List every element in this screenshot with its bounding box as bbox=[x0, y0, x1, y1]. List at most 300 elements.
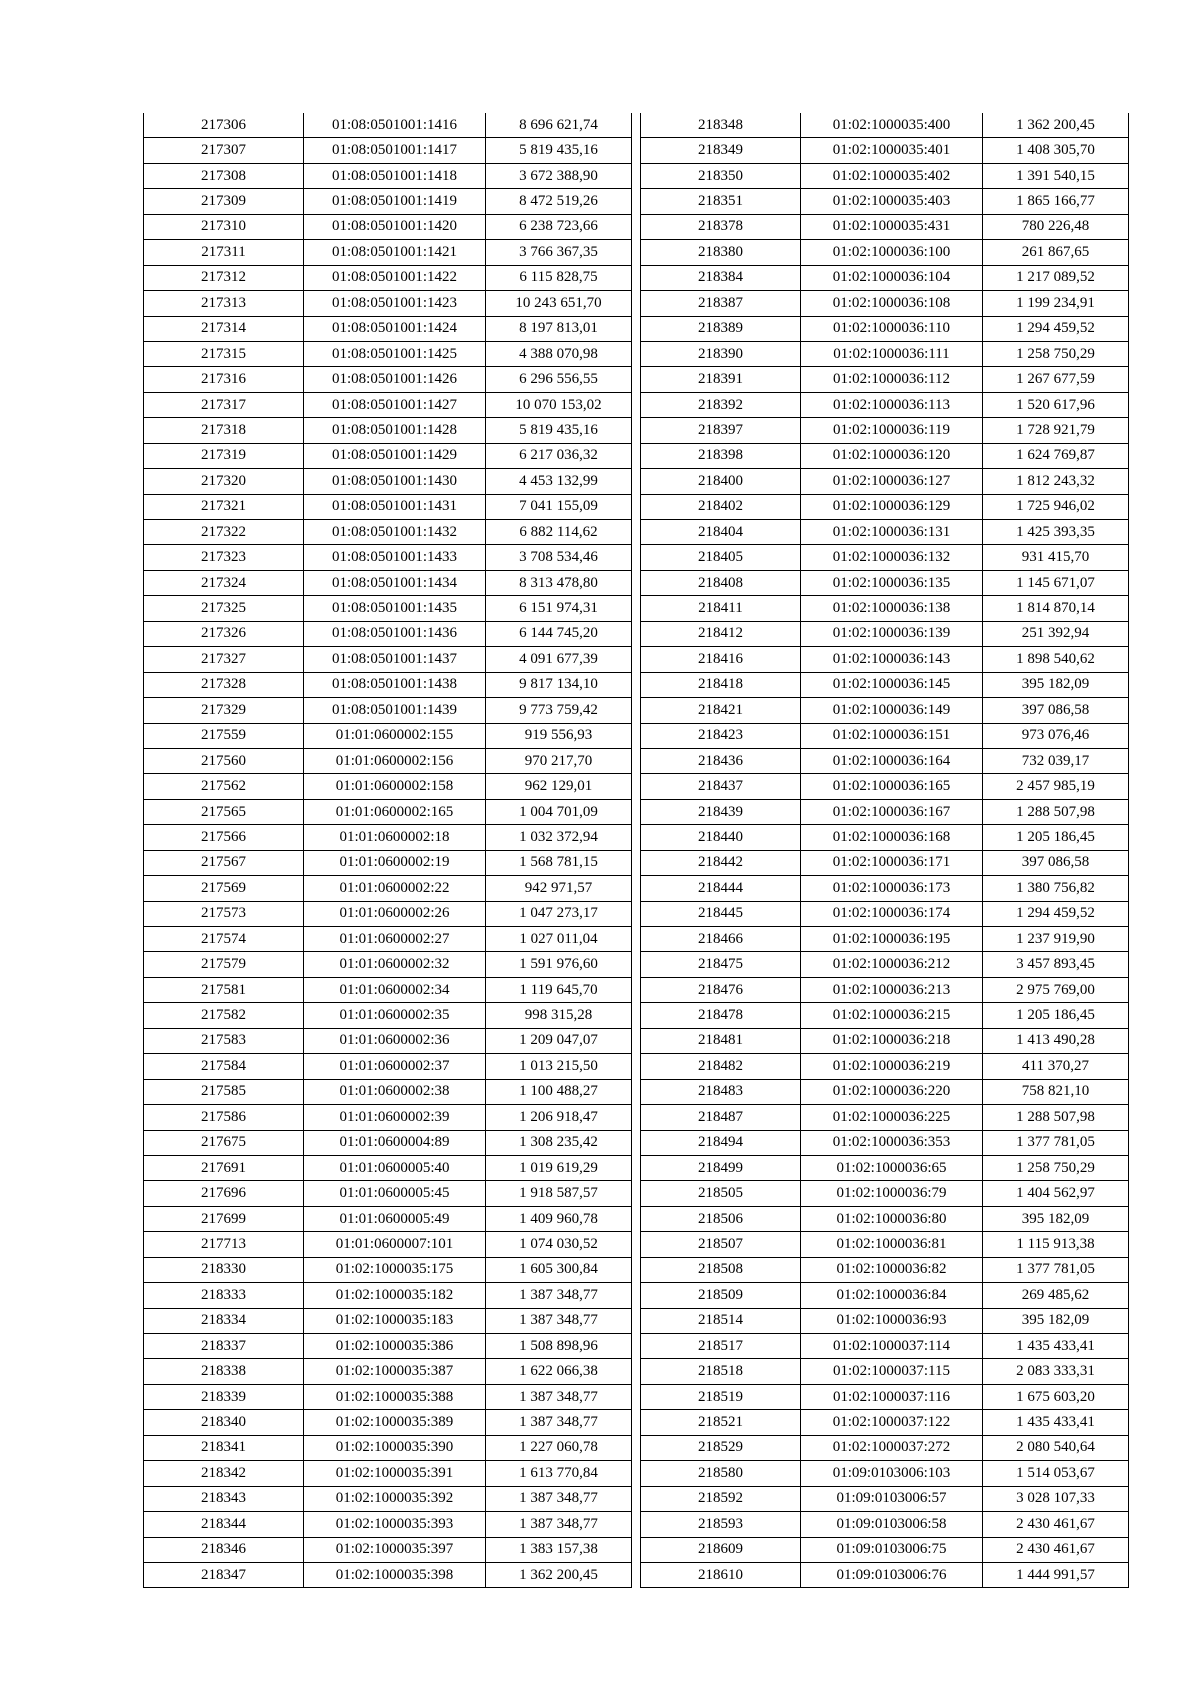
value-cell: 1 074 030,52 bbox=[486, 1232, 632, 1257]
cadastral-number-cell: 01:02:1000036:143 bbox=[801, 647, 983, 672]
row-number-cell: 218440 bbox=[641, 825, 801, 850]
row-number-cell: 218333 bbox=[144, 1283, 304, 1308]
value-cell: 1 145 671,07 bbox=[983, 570, 1129, 595]
cadastral-number-cell: 01:02:1000036:110 bbox=[801, 316, 983, 341]
cadastral-number-cell: 01:02:1000036:167 bbox=[801, 799, 983, 824]
table-row bbox=[641, 1028, 1129, 1053]
cadastral-number-cell: 01:08:0501001:1418 bbox=[304, 163, 486, 188]
cadastral-number-cell: 01:02:1000035:389 bbox=[304, 1410, 486, 1435]
value-cell: 1 425 393,35 bbox=[983, 520, 1129, 545]
cadastral-number-cell: 01:01:0600002:35 bbox=[304, 1003, 486, 1028]
cadastral-number-cell: 01:08:0501001:1416 bbox=[304, 113, 486, 138]
cadastral-number-cell: 01:02:1000035:431 bbox=[801, 214, 983, 239]
row-number-cell: 218390 bbox=[641, 341, 801, 366]
row-number-cell: 218350 bbox=[641, 163, 801, 188]
table-row bbox=[144, 1257, 632, 1282]
value-cell: 2 457 985,19 bbox=[983, 774, 1129, 799]
table-row bbox=[641, 1410, 1129, 1435]
cadastral-number-cell: 01:08:0501001:1423 bbox=[304, 291, 486, 316]
row-number-cell: 218508 bbox=[641, 1257, 801, 1282]
table-row bbox=[641, 952, 1129, 977]
cadastral-number-cell: 01:02:1000035:398 bbox=[304, 1562, 486, 1587]
row-number-cell: 217316 bbox=[144, 367, 304, 392]
cadastral-number-cell: 01:08:0501001:1420 bbox=[304, 214, 486, 239]
row-number-cell: 218347 bbox=[144, 1562, 304, 1587]
row-number-cell: 218411 bbox=[641, 596, 801, 621]
table-row bbox=[144, 1155, 632, 1180]
table-row bbox=[641, 545, 1129, 570]
value-cell: 251 392,94 bbox=[983, 621, 1129, 646]
cadastral-number-cell: 01:01:0600007:101 bbox=[304, 1232, 486, 1257]
row-number-cell: 217327 bbox=[144, 647, 304, 672]
table-row bbox=[144, 825, 632, 850]
cadastral-number-cell: 01:09:0103006:76 bbox=[801, 1562, 983, 1587]
value-cell: 9 773 759,42 bbox=[486, 698, 632, 723]
cadastral-number-cell: 01:02:1000036:108 bbox=[801, 291, 983, 316]
row-number-cell: 217318 bbox=[144, 418, 304, 443]
table-row bbox=[641, 469, 1129, 494]
cadastral-number-cell: 01:02:1000036:112 bbox=[801, 367, 983, 392]
value-cell: 1 387 348,77 bbox=[486, 1512, 632, 1537]
row-number-cell: 218521 bbox=[641, 1410, 801, 1435]
row-number-cell: 217310 bbox=[144, 214, 304, 239]
cadastral-number-cell: 01:02:1000035:182 bbox=[304, 1283, 486, 1308]
row-number-cell: 218380 bbox=[641, 240, 801, 265]
table-row bbox=[144, 1486, 632, 1511]
table-row bbox=[144, 1384, 632, 1409]
value-cell: 1 514 053,67 bbox=[983, 1461, 1129, 1486]
value-cell: 395 182,09 bbox=[983, 1308, 1129, 1333]
cadastral-number-cell: 01:02:1000036:82 bbox=[801, 1257, 983, 1282]
value-cell: 8 472 519,26 bbox=[486, 189, 632, 214]
value-cell: 1 047 273,17 bbox=[486, 901, 632, 926]
value-cell: 397 086,58 bbox=[983, 850, 1129, 875]
row-number-cell: 218384 bbox=[641, 265, 801, 290]
value-cell: 6 151 974,31 bbox=[486, 596, 632, 621]
table-row bbox=[144, 214, 632, 239]
table-row bbox=[641, 1054, 1129, 1079]
table-row bbox=[641, 443, 1129, 468]
cadastral-number-cell: 01:02:1000035:397 bbox=[304, 1537, 486, 1562]
table-row bbox=[144, 799, 632, 824]
cadastral-number-cell: 01:02:1000036:131 bbox=[801, 520, 983, 545]
row-number-cell: 218478 bbox=[641, 1003, 801, 1028]
value-cell: 919 556,93 bbox=[486, 723, 632, 748]
cadastral-number-cell: 01:08:0501001:1424 bbox=[304, 316, 486, 341]
cadastral-number-cell: 01:01:0600002:18 bbox=[304, 825, 486, 850]
value-cell: 1 508 898,96 bbox=[486, 1334, 632, 1359]
value-cell: 2 430 461,67 bbox=[983, 1512, 1129, 1537]
row-number-cell: 218466 bbox=[641, 927, 801, 952]
cadastral-number-cell: 01:08:0501001:1429 bbox=[304, 443, 486, 468]
row-number-cell: 218437 bbox=[641, 774, 801, 799]
cadastral-number-cell: 01:02:1000036:151 bbox=[801, 723, 983, 748]
table-row bbox=[144, 113, 632, 138]
row-number-cell: 218405 bbox=[641, 545, 801, 570]
value-cell: 1 205 186,45 bbox=[983, 825, 1129, 850]
row-number-cell: 218378 bbox=[641, 214, 801, 239]
table-row bbox=[144, 570, 632, 595]
row-number-cell: 218483 bbox=[641, 1079, 801, 1104]
row-number-cell: 218400 bbox=[641, 469, 801, 494]
table-row bbox=[641, 723, 1129, 748]
value-cell: 758 821,10 bbox=[983, 1079, 1129, 1104]
value-cell: 1 568 781,15 bbox=[486, 850, 632, 875]
cadastral-number-cell: 01:08:0501001:1434 bbox=[304, 570, 486, 595]
row-number-cell: 218487 bbox=[641, 1105, 801, 1130]
row-number-cell: 218517 bbox=[641, 1334, 801, 1359]
value-cell: 1 205 186,45 bbox=[983, 1003, 1129, 1028]
value-cell: 6 238 723,66 bbox=[486, 214, 632, 239]
table-row bbox=[144, 1028, 632, 1053]
cadastral-number-cell: 01:02:1000036:139 bbox=[801, 621, 983, 646]
cadastral-number-cell: 01:09:0103006:103 bbox=[801, 1461, 983, 1486]
cadastral-number-cell: 01:02:1000036:220 bbox=[801, 1079, 983, 1104]
value-cell: 1 019 619,29 bbox=[486, 1155, 632, 1180]
value-cell: 9 817 134,10 bbox=[486, 672, 632, 697]
table-row bbox=[641, 570, 1129, 595]
value-cell: 1 258 750,29 bbox=[983, 1155, 1129, 1180]
value-cell: 6 115 828,75 bbox=[486, 265, 632, 290]
row-number-cell: 217560 bbox=[144, 748, 304, 773]
table-row bbox=[641, 291, 1129, 316]
value-cell: 1 613 770,84 bbox=[486, 1461, 632, 1486]
cadastral-number-cell: 01:02:1000037:122 bbox=[801, 1410, 983, 1435]
table-row bbox=[641, 977, 1129, 1002]
value-cell: 3 672 388,90 bbox=[486, 163, 632, 188]
value-cell: 962 129,01 bbox=[486, 774, 632, 799]
value-cell: 1 258 750,29 bbox=[983, 341, 1129, 366]
cadastral-number-cell: 01:02:1000036:100 bbox=[801, 240, 983, 265]
cadastral-number-cell: 01:08:0501001:1433 bbox=[304, 545, 486, 570]
row-number-cell: 218334 bbox=[144, 1308, 304, 1333]
value-cell: 998 315,28 bbox=[486, 1003, 632, 1028]
value-cell: 1 622 066,38 bbox=[486, 1359, 632, 1384]
cadastral-number-cell: 01:08:0501001:1426 bbox=[304, 367, 486, 392]
table-row bbox=[144, 748, 632, 773]
cadastral-number-cell: 01:02:1000036:79 bbox=[801, 1181, 983, 1206]
row-number-cell: 218609 bbox=[641, 1537, 801, 1562]
table-row bbox=[641, 1435, 1129, 1460]
row-number-cell: 218592 bbox=[641, 1486, 801, 1511]
value-cell: 1 444 991,57 bbox=[983, 1562, 1129, 1587]
table-row bbox=[144, 850, 632, 875]
cadastral-number-cell: 01:02:1000035:401 bbox=[801, 138, 983, 163]
table-row bbox=[144, 774, 632, 799]
table-row bbox=[641, 392, 1129, 417]
table-row bbox=[144, 1308, 632, 1333]
value-cell: 1 380 756,82 bbox=[983, 876, 1129, 901]
cadastral-number-cell: 01:08:0501001:1437 bbox=[304, 647, 486, 672]
cadastral-number-cell: 01:02:1000036:80 bbox=[801, 1206, 983, 1231]
value-cell: 1 918 587,57 bbox=[486, 1181, 632, 1206]
row-number-cell: 218423 bbox=[641, 723, 801, 748]
row-number-cell: 218518 bbox=[641, 1359, 801, 1384]
table-row bbox=[144, 443, 632, 468]
row-number-cell: 218416 bbox=[641, 647, 801, 672]
table-row bbox=[641, 1461, 1129, 1486]
value-cell: 7 041 155,09 bbox=[486, 494, 632, 519]
row-number-cell: 217585 bbox=[144, 1079, 304, 1104]
table-row bbox=[144, 901, 632, 926]
table-row bbox=[144, 596, 632, 621]
row-number-cell: 217317 bbox=[144, 392, 304, 417]
value-cell: 1 115 913,38 bbox=[983, 1232, 1129, 1257]
cadastral-number-cell: 01:02:1000036:65 bbox=[801, 1155, 983, 1180]
row-number-cell: 217675 bbox=[144, 1130, 304, 1155]
row-number-cell: 217559 bbox=[144, 723, 304, 748]
value-cell: 970 217,70 bbox=[486, 748, 632, 773]
table-row bbox=[144, 291, 632, 316]
value-cell: 2 080 540,64 bbox=[983, 1435, 1129, 1460]
cadastral-number-cell: 01:01:0600002:26 bbox=[304, 901, 486, 926]
cadastral-number-cell: 01:02:1000037:114 bbox=[801, 1334, 983, 1359]
row-number-cell: 218418 bbox=[641, 672, 801, 697]
row-number-cell: 218509 bbox=[641, 1283, 801, 1308]
cadastral-number-cell: 01:01:0600002:158 bbox=[304, 774, 486, 799]
cadastral-number-cell: 01:02:1000035:400 bbox=[801, 113, 983, 138]
row-number-cell: 218344 bbox=[144, 1512, 304, 1537]
cadastral-number-cell: 01:02:1000036:353 bbox=[801, 1130, 983, 1155]
value-cell: 1 865 166,77 bbox=[983, 189, 1129, 214]
value-cell: 8 197 813,01 bbox=[486, 316, 632, 341]
cadastral-number-cell: 01:09:0103006:57 bbox=[801, 1486, 983, 1511]
table-row bbox=[144, 367, 632, 392]
row-number-cell: 217562 bbox=[144, 774, 304, 799]
row-number-cell: 218514 bbox=[641, 1308, 801, 1333]
value-cell: 1 227 060,78 bbox=[486, 1435, 632, 1460]
value-cell: 1 391 540,15 bbox=[983, 163, 1129, 188]
value-cell: 1 591 976,60 bbox=[486, 952, 632, 977]
row-number-cell: 217582 bbox=[144, 1003, 304, 1028]
table-row bbox=[641, 1334, 1129, 1359]
row-number-cell: 217699 bbox=[144, 1206, 304, 1231]
row-number-cell: 217308 bbox=[144, 163, 304, 188]
table-row bbox=[641, 876, 1129, 901]
row-number-cell: 218338 bbox=[144, 1359, 304, 1384]
table-row bbox=[641, 367, 1129, 392]
table-row bbox=[641, 418, 1129, 443]
cadastral-number-cell: 01:01:0600002:38 bbox=[304, 1079, 486, 1104]
cadastral-number-cell: 01:02:1000036:164 bbox=[801, 748, 983, 773]
cadastral-number-cell: 01:02:1000036:225 bbox=[801, 1105, 983, 1130]
value-cell: 1 435 433,41 bbox=[983, 1410, 1129, 1435]
table-row bbox=[144, 469, 632, 494]
cadastral-number-cell: 01:02:1000036:127 bbox=[801, 469, 983, 494]
row-number-cell: 218481 bbox=[641, 1028, 801, 1053]
row-number-cell: 217567 bbox=[144, 850, 304, 875]
table-row bbox=[641, 520, 1129, 545]
table-row bbox=[144, 138, 632, 163]
row-number-cell: 217696 bbox=[144, 1181, 304, 1206]
table-row bbox=[641, 596, 1129, 621]
cadastral-table-left bbox=[143, 113, 632, 1588]
row-number-cell: 217326 bbox=[144, 621, 304, 646]
row-number-cell: 218445 bbox=[641, 901, 801, 926]
row-number-cell: 218342 bbox=[144, 1461, 304, 1486]
cadastral-number-cell: 01:08:0501001:1425 bbox=[304, 341, 486, 366]
row-number-cell: 217320 bbox=[144, 469, 304, 494]
table-row bbox=[144, 672, 632, 697]
cadastral-number-cell: 01:01:0600002:39 bbox=[304, 1105, 486, 1130]
row-number-cell: 217315 bbox=[144, 341, 304, 366]
table-row bbox=[641, 1003, 1129, 1028]
table-row bbox=[641, 774, 1129, 799]
row-number-cell: 218387 bbox=[641, 291, 801, 316]
cadastral-number-cell: 01:02:1000036:81 bbox=[801, 1232, 983, 1257]
table-row bbox=[641, 265, 1129, 290]
table-row bbox=[144, 494, 632, 519]
cadastral-number-cell: 01:09:0103006:75 bbox=[801, 1537, 983, 1562]
cadastral-number-cell: 01:02:1000036:213 bbox=[801, 977, 983, 1002]
table-row bbox=[144, 163, 632, 188]
row-number-cell: 217311 bbox=[144, 240, 304, 265]
row-number-cell: 218343 bbox=[144, 1486, 304, 1511]
cadastral-number-cell: 01:08:0501001:1438 bbox=[304, 672, 486, 697]
table-row bbox=[144, 545, 632, 570]
cadastral-number-cell: 01:02:1000037:272 bbox=[801, 1435, 983, 1460]
row-number-cell: 218442 bbox=[641, 850, 801, 875]
value-cell: 6 882 114,62 bbox=[486, 520, 632, 545]
table-row bbox=[144, 1461, 632, 1486]
value-cell: 1 004 701,09 bbox=[486, 799, 632, 824]
row-number-cell: 217314 bbox=[144, 316, 304, 341]
table-row bbox=[144, 316, 632, 341]
cadastral-number-cell: 01:01:0600002:155 bbox=[304, 723, 486, 748]
row-number-cell: 218610 bbox=[641, 1562, 801, 1587]
cadastral-number-cell: 01:02:1000035:402 bbox=[801, 163, 983, 188]
value-cell: 1 605 300,84 bbox=[486, 1257, 632, 1282]
row-number-cell: 217322 bbox=[144, 520, 304, 545]
value-cell: 3 028 107,33 bbox=[983, 1486, 1129, 1511]
row-number-cell: 217584 bbox=[144, 1054, 304, 1079]
table-row bbox=[641, 927, 1129, 952]
value-cell: 931 415,70 bbox=[983, 545, 1129, 570]
cadastral-number-cell: 01:02:1000035:403 bbox=[801, 189, 983, 214]
row-number-cell: 217323 bbox=[144, 545, 304, 570]
value-cell: 1 362 200,45 bbox=[486, 1562, 632, 1587]
cadastral-number-cell: 01:08:0501001:1431 bbox=[304, 494, 486, 519]
cadastral-number-cell: 01:08:0501001:1422 bbox=[304, 265, 486, 290]
cadastral-number-cell: 01:02:1000036:173 bbox=[801, 876, 983, 901]
row-number-cell: 218398 bbox=[641, 443, 801, 468]
table-row bbox=[144, 876, 632, 901]
table-row bbox=[641, 825, 1129, 850]
row-number-cell: 218506 bbox=[641, 1206, 801, 1231]
table-row bbox=[144, 520, 632, 545]
value-cell: 269 485,62 bbox=[983, 1283, 1129, 1308]
value-cell: 1 725 946,02 bbox=[983, 494, 1129, 519]
row-number-cell: 217312 bbox=[144, 265, 304, 290]
row-number-cell: 218389 bbox=[641, 316, 801, 341]
value-cell: 4 388 070,98 bbox=[486, 341, 632, 366]
value-cell: 8 696 621,74 bbox=[486, 113, 632, 138]
table-row bbox=[144, 189, 632, 214]
value-cell: 1 217 089,52 bbox=[983, 265, 1129, 290]
cadastral-number-cell: 01:01:0600005:45 bbox=[304, 1181, 486, 1206]
row-number-cell: 217574 bbox=[144, 927, 304, 952]
table-row bbox=[641, 1384, 1129, 1409]
row-number-cell: 218402 bbox=[641, 494, 801, 519]
row-number-cell: 217307 bbox=[144, 138, 304, 163]
value-cell: 1 435 433,41 bbox=[983, 1334, 1129, 1359]
value-cell: 1 728 921,79 bbox=[983, 418, 1129, 443]
row-number-cell: 218436 bbox=[641, 748, 801, 773]
table-row bbox=[144, 265, 632, 290]
value-cell: 1 288 507,98 bbox=[983, 1105, 1129, 1130]
row-number-cell: 218439 bbox=[641, 799, 801, 824]
table-row bbox=[641, 163, 1129, 188]
cadastral-number-cell: 01:02:1000035:175 bbox=[304, 1257, 486, 1282]
table-row bbox=[641, 1283, 1129, 1308]
row-number-cell: 218340 bbox=[144, 1410, 304, 1435]
cadastral-number-cell: 01:08:0501001:1432 bbox=[304, 520, 486, 545]
value-cell: 1 032 372,94 bbox=[486, 825, 632, 850]
cadastral-number-cell: 01:02:1000036:195 bbox=[801, 927, 983, 952]
cadastral-number-cell: 01:02:1000036:168 bbox=[801, 825, 983, 850]
cadastral-number-cell: 01:08:0501001:1439 bbox=[304, 698, 486, 723]
value-cell: 1 387 348,77 bbox=[486, 1486, 632, 1511]
table-row bbox=[641, 316, 1129, 341]
value-cell: 1 520 617,96 bbox=[983, 392, 1129, 417]
cadastral-number-cell: 01:02:1000035:388 bbox=[304, 1384, 486, 1409]
cadastral-number-cell: 01:02:1000036:135 bbox=[801, 570, 983, 595]
table-row bbox=[144, 977, 632, 1002]
value-cell: 3 766 367,35 bbox=[486, 240, 632, 265]
value-cell: 1 362 200,45 bbox=[983, 113, 1129, 138]
cadastral-number-cell: 01:02:1000036:149 bbox=[801, 698, 983, 723]
cadastral-number-cell: 01:02:1000035:392 bbox=[304, 1486, 486, 1511]
row-number-cell: 218346 bbox=[144, 1537, 304, 1562]
row-number-cell: 217579 bbox=[144, 952, 304, 977]
row-number-cell: 217565 bbox=[144, 799, 304, 824]
cadastral-number-cell: 01:02:1000036:215 bbox=[801, 1003, 983, 1028]
cadastral-table-right bbox=[640, 113, 1129, 1588]
cadastral-number-cell: 01:02:1000036:84 bbox=[801, 1283, 983, 1308]
table-row bbox=[641, 1155, 1129, 1180]
row-number-cell: 217319 bbox=[144, 443, 304, 468]
cadastral-number-cell: 01:01:0600005:49 bbox=[304, 1206, 486, 1231]
cadastral-number-cell: 01:08:0501001:1417 bbox=[304, 138, 486, 163]
value-cell: 1 624 769,87 bbox=[983, 443, 1129, 468]
table-row bbox=[144, 1206, 632, 1231]
row-number-cell: 218351 bbox=[641, 189, 801, 214]
table-row bbox=[641, 1257, 1129, 1282]
table-row bbox=[144, 392, 632, 417]
cadastral-number-cell: 01:01:0600002:22 bbox=[304, 876, 486, 901]
row-number-cell: 218341 bbox=[144, 1435, 304, 1460]
value-cell: 1 413 490,28 bbox=[983, 1028, 1129, 1053]
row-number-cell: 218337 bbox=[144, 1334, 304, 1359]
value-cell: 1 387 348,77 bbox=[486, 1410, 632, 1435]
table-row bbox=[144, 698, 632, 723]
row-number-cell: 218505 bbox=[641, 1181, 801, 1206]
cadastral-number-cell: 01:02:1000036:219 bbox=[801, 1054, 983, 1079]
value-cell: 5 819 435,16 bbox=[486, 418, 632, 443]
cadastral-number-cell: 01:02:1000036:113 bbox=[801, 392, 983, 417]
row-number-cell: 218529 bbox=[641, 1435, 801, 1460]
cadastral-number-cell: 01:02:1000035:393 bbox=[304, 1512, 486, 1537]
table-row bbox=[144, 1181, 632, 1206]
table-row bbox=[641, 1181, 1129, 1206]
row-number-cell: 218482 bbox=[641, 1054, 801, 1079]
row-number-cell: 218408 bbox=[641, 570, 801, 595]
value-cell: 1 408 305,70 bbox=[983, 138, 1129, 163]
cadastral-number-cell: 01:02:1000035:390 bbox=[304, 1435, 486, 1460]
table-row bbox=[144, 1105, 632, 1130]
cadastral-number-cell: 01:02:1000035:391 bbox=[304, 1461, 486, 1486]
value-cell: 2 975 769,00 bbox=[983, 977, 1129, 1002]
